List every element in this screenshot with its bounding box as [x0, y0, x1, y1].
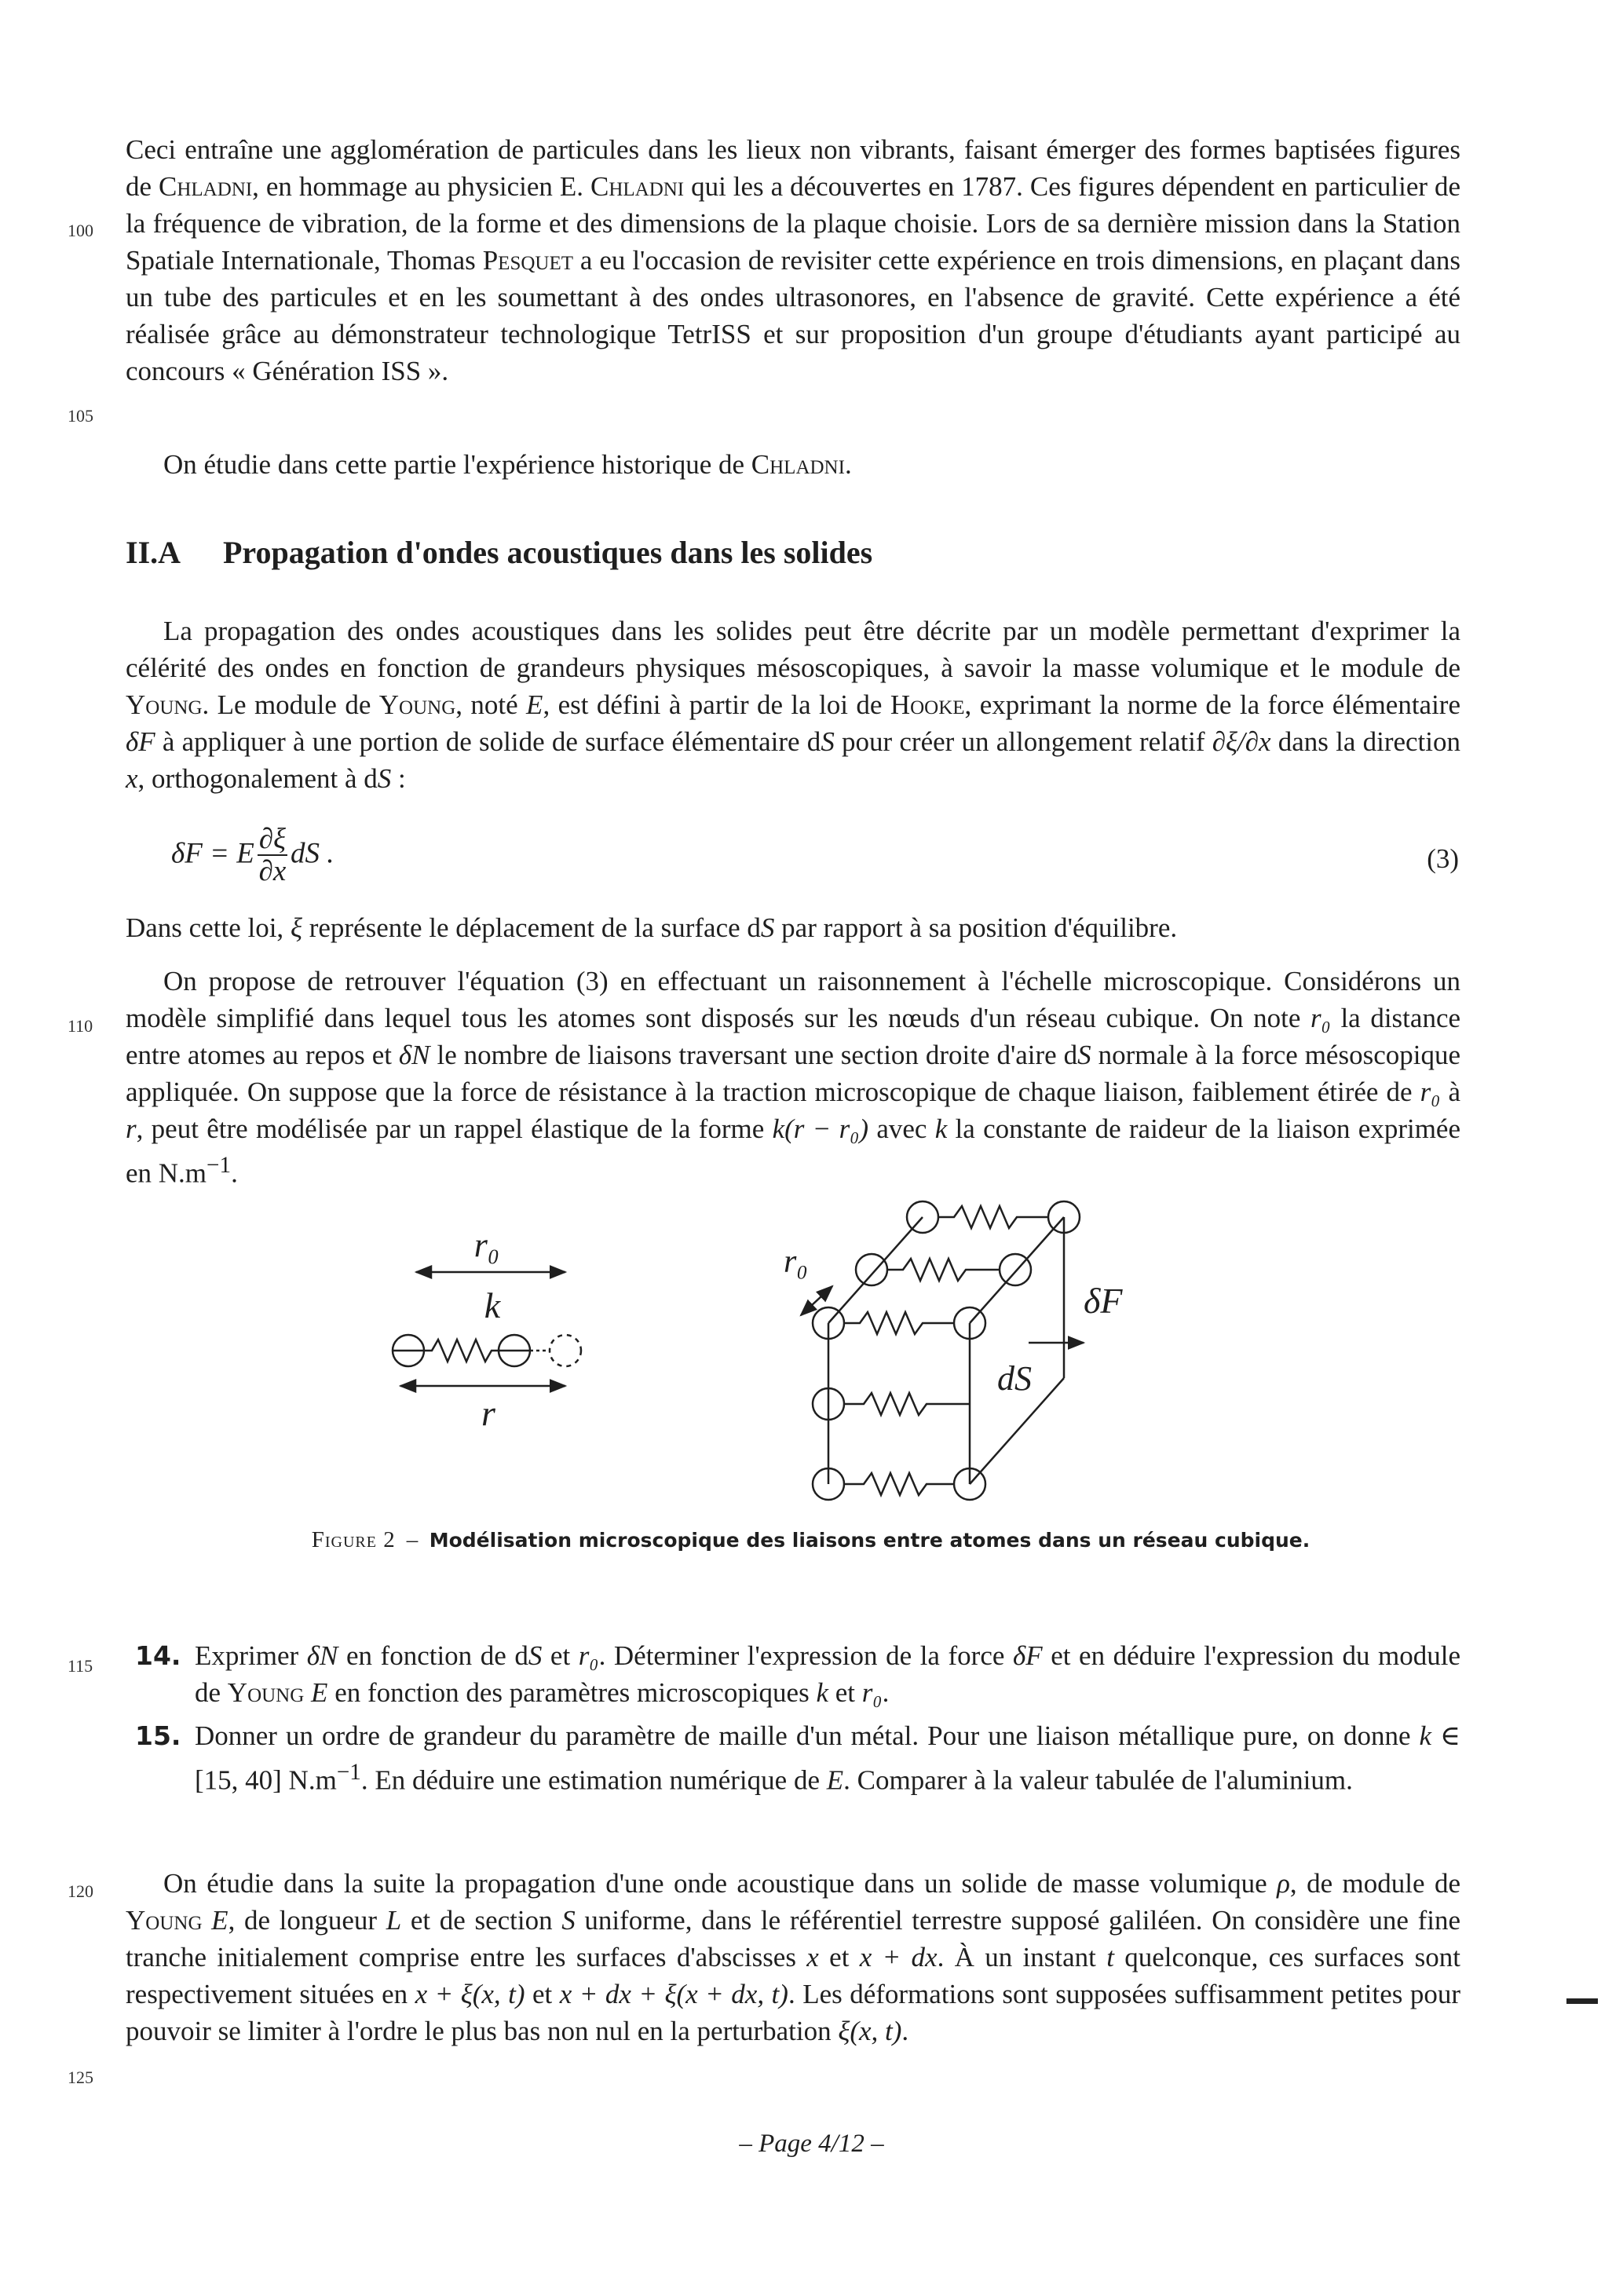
section-number: II.A — [126, 535, 181, 570]
paragraph-xi-definition: Dans cette loi, ξ représente le déplacement de la surface dS par rapport à sa position d'équilibre. — [126, 912, 1178, 943]
question-15: 15. Donner un ordre de grandeur du paramètre de maille d'un métal. Pour une liaison métallique pure, on donne k ∈ [15, 40] $N.m^{-1}$. En déduire une estimation numérique de E. Comparer à la valeur tabulée de l'aluminium. — [126, 1717, 1460, 1799]
label-dS: dS — [997, 1359, 1032, 1398]
equation-number: (3) — [1427, 843, 1459, 874]
question-14: 14. Exprimer δN en fonction de dS et r₀. Déterminer l'expression de la force δF et en déduire l'expression du module de Young E en fonction des paramètres microscopiques k et r₀. — [126, 1637, 1460, 1711]
equation-hooke — [171, 817, 1459, 895]
equation-fraction: $\frac{\partial\xi}{\partial x}$ — [258, 823, 287, 887]
equation-rhs: dS . — [291, 837, 334, 870]
label-r: r — [481, 1393, 495, 1433]
line-number-100: 100 — [68, 221, 93, 240]
spring — [424, 1340, 499, 1362]
question-number: 14. — [135, 1640, 181, 1671]
equation-lhs: δF = E — [171, 837, 254, 870]
label-dF: δF — [1084, 1281, 1123, 1321]
caption-text: Modélisation microscopique des liaisons entre atomes dans un réseau cubique. — [429, 1529, 1310, 1552]
caption-label: Figure 2 — [311, 1527, 396, 1552]
question-number: 15. — [135, 1720, 181, 1751]
r0-cube-arrow — [801, 1286, 832, 1315]
paragraph-young-modulus: La propagation des ondes acoustiques dans les solides peut être décrite par un modèle permettant d'exprimer la célérité des ondes en fonction de grandeurs physiques mésoscopiques, à savoir la masse volumique et le module de Young. Le module de Young, noté E, est défini à partir de la loi de Hooke, exprimant la norme de la force élémentaire δF à appliquer à une portion de solide de surface élémentaire dS pour créer un allongement relatif ∂ξ/∂x dans la direction x, orthogonalement à dS : — [126, 616, 1461, 794]
margin-mark — [1566, 1998, 1598, 2004]
line-number-120: 120 — [68, 1881, 93, 1901]
paragraph-wave-propagation: On étudie dans la suite la propagation d'une onde acoustique dans un solide de masse volumique ρ, de module de Young E, de longueur L et de section S uniforme, dans le référentiel terrestre supposé galiléen. On considère une fine tranche initialement comprise entre les surfaces d'abscisses x et x + dx. À un instant t quelconque, ces surfaces sont respectivement situées en x + ξ(x, t) et x + dx + ξ(x + dx, t). Les déformations sont supposées suffisamment petites pour pouvoir se limiter à l'ordre le plus bas non nul en la perturbation ξ(x, t). — [126, 1868, 1460, 2046]
atom-stretched — [550, 1335, 581, 1366]
figure-lattice-diagram — [377, 1194, 1241, 1508]
paragraph-microscopic-model: On propose de retrouver l'équation (3) en effectuant un raisonnement à l'échelle microscopique. Considérons un modèle simplifié dans lequel tous les atomes sont disposés sur les nœuds d'un réseau cubique. On note r₀ la distance entre atomes au repos et δN le nombre de liaisons traversant une section droite d'aire dS normale à la force mésoscopique appliquée. On suppose que la force de résistance à la traction microscopique de chaque liaison, faiblement étirée de r₀ à r, peut être modélisée par un rappel élastique de la forme k(r − r₀) avec k la constante de raideur de la liaison exprimée en $N.m^{-1}$. — [126, 966, 1461, 1189]
label-k: k — [484, 1285, 501, 1325]
paragraph-chladni-figures: Ceci entraîne une agglomération de particules dans les lieux non vibrants, faisant émerger des formes baptisées figures de Chladni, en hommage au physicien E. Chladni qui les a découvertes en 1787. Ces figures dépendent en particulier de la fréquence de vibration, de la forme et des dimensions de la plaque choisie. Lors de sa dernière mission dans la Station Spatiale Internationale, Thomas Pesquet a eu l'occasion de revisiter cette expérience en trois dimensions, en plaçant dans un tube des particules et en les soumettant à des ondes ultrasonores, en l'absence de gravité. Cette expérience a été réalisée grâce au démonstrateur technologique TetrISS et sur proposition d'un groupe d'étudiants ayant participé au concours « Génération ISS ». — [126, 134, 1460, 386]
section-heading — [126, 534, 872, 571]
line-number-110: 110 — [68, 1016, 93, 1036]
line-number-115: 115 — [68, 1656, 93, 1676]
page-footer: – Page 4/12 – — [739, 2130, 884, 2158]
section-title: Propagation d'ondes acoustiques dans les solides — [223, 535, 873, 570]
cube-lattice — [801, 1201, 1084, 1500]
label-r0: r₀ — [473, 1226, 500, 1264]
label-r0-cube: r₀ — [784, 1244, 808, 1280]
line-number-105: 105 — [68, 406, 93, 426]
paragraph-intro-part: On étudie dans cette partie l'expérience historique de Chladni. — [163, 449, 852, 480]
line-number-125: 125 — [68, 2067, 93, 2087]
figure-caption: Figure 2 – Modélisation microscopique des liaisons entre atomes dans un réseau cubique. — [311, 1527, 1310, 1552]
